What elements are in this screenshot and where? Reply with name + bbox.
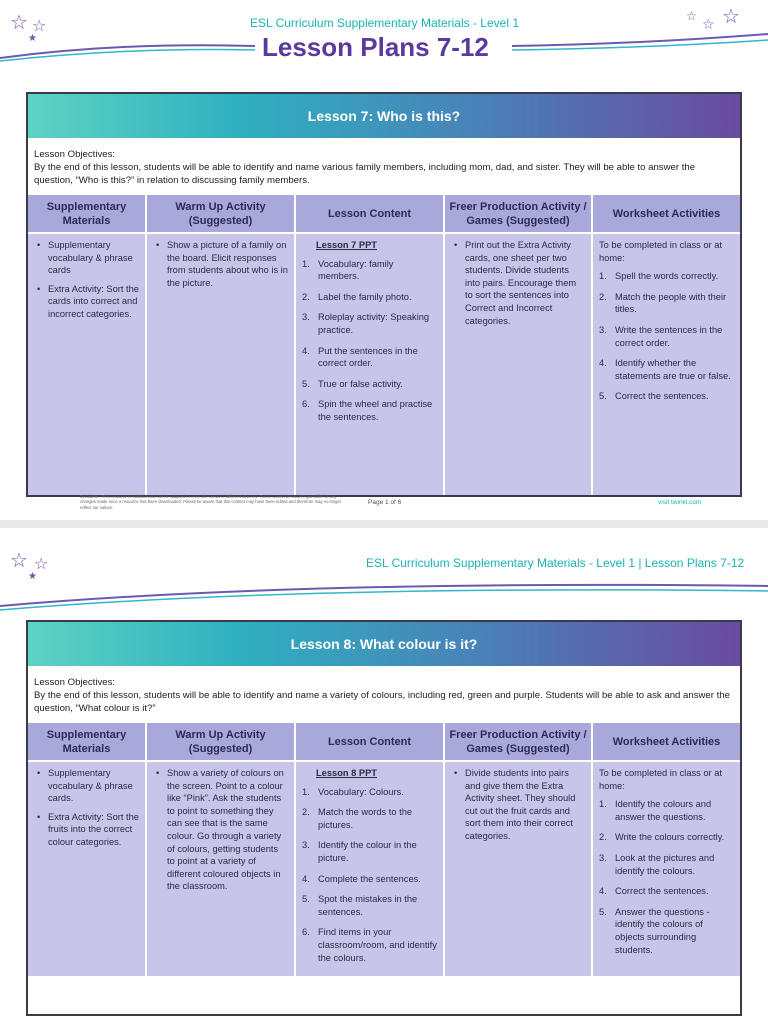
- list-item: 6. Find items in your classroom/room, and identify the colours.: [302, 927, 437, 963]
- worksheet-cell: [592, 233, 740, 495]
- star-icon: ☆: [722, 4, 740, 28]
- warmup-cell: [146, 761, 295, 976]
- list-item: 5. True or false activity.: [302, 378, 403, 389]
- table-header-row: [28, 723, 740, 761]
- column-header: Freer Production Activity / Games (Suggested): [444, 195, 592, 233]
- footer-disclaimer: Disclaimer: This resource is editable and can be adapted to meet the needs of different learners. Twinkl cannot be held responsible for any changes made once a resource has been downloaded. Please be aware that this content may have been edited and therefore may no longer reflect our values.: [80, 494, 342, 510]
- lesson-table: [28, 723, 740, 976]
- list-item: 1. Vocabulary: Colours.: [302, 786, 404, 797]
- list-item: 6. Spin the wheel and practise the sentences.: [302, 399, 433, 422]
- list-item: 3. Roleplay activity: Speaking practice.: [302, 312, 430, 335]
- table-row: [28, 233, 740, 495]
- lesson-objectives: [28, 138, 740, 195]
- supplementary-cell: [28, 233, 146, 495]
- page-footer: [0, 494, 768, 514]
- table-header-row: [28, 195, 740, 233]
- list-item: 1. Vocabulary: family members.: [302, 258, 394, 282]
- header-subtitle: ESL Curriculum Supplementary Materials - Level 1: [250, 16, 519, 30]
- worksheet-intro: To be completed in class or at home:: [599, 240, 722, 263]
- lesson-table: [28, 195, 740, 495]
- ppt-link: Lesson 8 PPT: [316, 768, 377, 778]
- star-icon: ☆: [10, 10, 28, 34]
- objectives-text: By the end of this lesson, students will be able to identify and name various family members, including mom, dad, and sister. They will be able to answer the question, “Who is this?” in relation to discussing family members.: [34, 162, 696, 186]
- list-item: • Show a picture of a family on the board. Elicit responses from students about who is in the picture.: [167, 239, 288, 289]
- lesson-title: Lesson 7: Who is this?: [28, 94, 740, 138]
- list-item: 3. Look at the pictures and identify the colours.: [599, 852, 715, 876]
- column-header: Freer Production Activity / Games (Suggested): [444, 723, 592, 761]
- page-divider: [0, 520, 768, 528]
- warmup-cell: [146, 233, 295, 495]
- list-item: 2. Match the people with their titles.: [599, 291, 727, 315]
- list-item: • Extra Activity: Sort the cards into correct and incorrect categories.: [48, 283, 139, 321]
- ppt-link: Lesson 7 PPT: [316, 240, 377, 250]
- column-header: Warm Up Activity (Suggested): [146, 723, 295, 761]
- objectives-label: Lesson Objectives:: [34, 677, 116, 688]
- content-cell: [295, 233, 444, 495]
- page-title: Lesson Plans 7-12: [262, 32, 489, 62]
- star-icon: ☆: [702, 17, 715, 33]
- list-item: 4. Correct the sentences.: [599, 886, 709, 897]
- list-item: 4. Identify whether the statements are true or false.: [599, 358, 731, 381]
- star-icon: ★: [28, 33, 37, 44]
- lesson-7-plan: [26, 92, 742, 497]
- star-icon: ★: [28, 571, 37, 582]
- list-item: 5. Correct the sentences.: [599, 391, 709, 402]
- freer-cell: [444, 761, 592, 976]
- list-item: 4. Put the sentences in the correct order.: [302, 345, 418, 369]
- header-subtitle: ESL Curriculum Supplementary Materials - Level 1 | Lesson Plans 7-12: [366, 556, 745, 570]
- header-wave: [0, 572, 768, 612]
- lesson-objectives: [28, 666, 740, 723]
- list-item: • Supplementary vocabulary & phrase cards: [48, 239, 139, 277]
- star-icon: ☆: [10, 548, 28, 572]
- list-item: 2. Write the colours correctly.: [599, 832, 725, 843]
- list-item: 2. Label the family photo.: [302, 291, 412, 302]
- column-header: Lesson Content: [295, 723, 444, 761]
- list-item: • Print out the Extra Activity cards, one sheet per two students. Divide students into pairs. Encourage them to sort the sentences into Correct and Incorrect categories.: [465, 239, 585, 327]
- lesson-8-plan: [26, 620, 742, 1016]
- column-header: Worksheet Activities: [592, 195, 740, 233]
- objectives-text: By the end of this lesson, students will be able to identify and name a variety of colours, including red, green and purple. Students will be able to ask and answer the question, “What colour is it?”: [34, 690, 730, 714]
- lesson-title: Lesson 8: What colour is it?: [28, 622, 740, 666]
- list-item: 3. Identify the colour in the picture.: [302, 840, 417, 863]
- list-item: 1. Spell the words correctly.: [599, 271, 719, 282]
- list-item: 5. Spot the mistakes in the sentences.: [302, 894, 418, 917]
- list-item: • Divide students into pairs and give them the Extra Activity sheet. They should cut out the fruit cards and sort them into their correct categories.: [465, 767, 585, 843]
- table-row: [28, 761, 740, 976]
- list-item: 5. Answer the questions - identify the colours of objects surrounding students.: [599, 906, 710, 955]
- page-number: Page 1 of 6: [368, 499, 402, 506]
- freer-cell: [444, 233, 592, 495]
- list-item: 3. Write the sentences in the correct order.: [599, 324, 723, 348]
- objectives-label: Lesson Objectives:: [34, 149, 116, 160]
- column-header: Worksheet Activities: [592, 723, 740, 761]
- visit-link[interactable]: visit twinkl.com: [658, 499, 702, 506]
- list-item: • Supplementary vocabulary & phrase cards.: [48, 767, 139, 805]
- star-icon: ☆: [32, 16, 47, 35]
- worksheet-cell: [592, 761, 740, 976]
- star-icon: ☆: [34, 554, 49, 573]
- list-item: 2. Match the words to the pictures.: [302, 807, 413, 830]
- list-item: 1. Identify the colours and answer the questions.: [599, 799, 712, 822]
- list-item: 4. Complete the sentences.: [302, 873, 421, 884]
- column-header: Supplementary Materials: [28, 723, 146, 761]
- column-header: Warm Up Activity (Suggested): [146, 195, 295, 233]
- column-header: Supplementary Materials: [28, 195, 146, 233]
- worksheet-intro: To be completed in class or at home:: [599, 768, 722, 791]
- content-cell: [295, 761, 444, 976]
- column-header: Lesson Content: [295, 195, 444, 233]
- list-item: • Show a variety of colours on the screen. Point to a colour like “Pink”. Ask the students to point to something they can see that is the same colour. Go through a variety of colours, getting students to point at a variety of different coloured objects in the classroom.: [167, 767, 288, 893]
- page-2: [0, 528, 768, 1024]
- supplementary-cell: [28, 761, 146, 976]
- star-icon: ☆: [686, 9, 697, 23]
- list-item: • Extra Activity: Sort the fruits into the correct colour categories.: [48, 811, 139, 849]
